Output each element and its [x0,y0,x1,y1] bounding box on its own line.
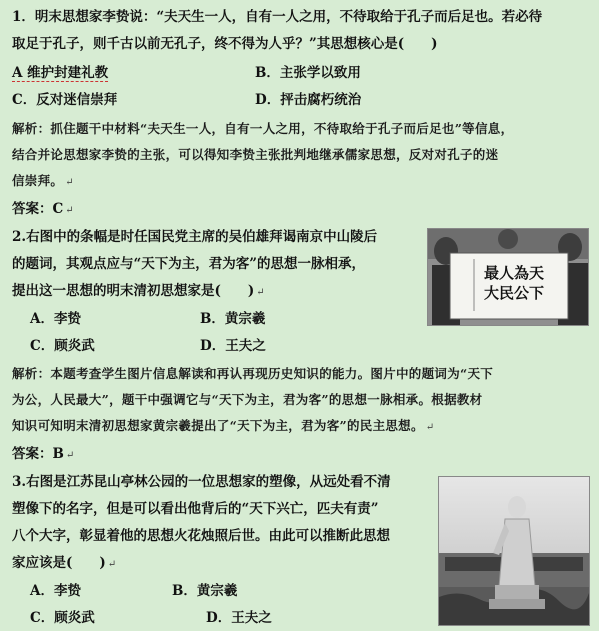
q1-option-a-text: A 维护封建礼教 [12,65,109,81]
q1-stem-line-1: 1．明末思想家李贽说：“夫天生一人，自有一人之用，不待取给于孔子而后足也。若必待 [12,9,543,25]
q2-stem-line-1: 2.右图中的条幅是时任国民党主席的吴伯雄拜谒南京中山陵后 [12,229,378,245]
q2-analysis-line-1: 解析：本题考查学生图片信息解读和再认再现历史知识的能力。图片中的题词为“天下 [12,366,494,381]
q2-analysis-line-3 [12,417,434,437]
q3-statue-photo [438,476,590,626]
q1-answer [12,200,74,220]
q2-analysis-line-3-text: 知识可知明末清初思想家黄宗羲提出了“天下为主，君为客”的民主思想。 [12,418,424,433]
q3-stem-line-3: 八个大字，彰显着他的思想火花烛照后世。由此可以推断此思想 [12,528,390,544]
q1-option-a [12,64,108,82]
q3-option-d: D．王夫之 [206,610,272,626]
q3-stem-line-4-text: 家应该是( ) [12,555,106,571]
q2-answer [12,445,74,465]
return-icon: ↵ [107,559,117,570]
q3-option-b: B．黄宗羲 [172,583,238,599]
q1-analysis-line-3 [12,172,74,192]
q1-option-d: D．抨击腐朽统治 [255,92,362,108]
q1-option-b: B．主张学以致用 [255,65,361,81]
q2-analysis-line-2: 为公，人民最大”，题干中强调它与“天下为主，君为客”的思想一脉相承。根据教材 [12,392,483,407]
q3-stem-line-4 [12,554,116,574]
return-icon: ↵ [425,422,435,433]
q2-banner-text: 最人為天 大民公下 [484,264,545,302]
q2-option-d: D．王夫之 [200,338,266,354]
q2-option-a: A．李贽 [30,311,81,327]
q1-analysis-line-3-text: 信崇拜。 [12,173,64,188]
q3-stem-line-2: 塑像下的名字，但是可以看出他背后的“天下兴亡，匹夫有责” [12,501,379,517]
q2-answer-text: 答案：B [12,446,64,462]
q1-option-c: C．反对迷信崇拜 [12,92,118,108]
return-icon: ↵ [65,450,75,461]
q2-option-c: C．顾炎武 [30,338,95,354]
return-icon: ↵ [65,205,74,216]
q3-option-a: A．李贽 [30,583,81,599]
return-icon: ↵ [256,287,265,298]
return-icon: ↵ [65,177,74,188]
q2-banner-photo [427,228,589,326]
q3-statue-photo-image [439,477,589,625]
q2-stem-line-2: 的题词，其观点应与“天下为主，君为客”的思想一脉相承， [12,256,366,272]
q3-option-c: C．顾炎武 [30,610,95,626]
q2-stem-line-3 [12,282,265,302]
q1-stem-line-2: 取足于孔子，则千古以前无孔子，终不得为人乎？”其思想核心是( ) [12,36,438,52]
q1-analysis-line-1: 解析：抓住题干中材料“夫天生一人，自有一人之用，不待取给于孔子而后足也”等信息， [12,121,514,136]
q3-stem-line-1: 3.右图是江苏昆山亭林公园的一位思想家的塑像，从远处看不清 [12,474,391,490]
q1-answer-text: 答案：C [12,201,64,217]
q2-option-b: B．黄宗羲 [200,311,266,327]
q1-analysis-line-2: 结合并论思想家李贽的主张，可以得知李贽主张批判地继承儒家思想，反对对孔子的迷 [12,147,499,162]
q2-stem-line-3-text: 提出这一思想的明末清初思想家是( ) [12,283,255,299]
